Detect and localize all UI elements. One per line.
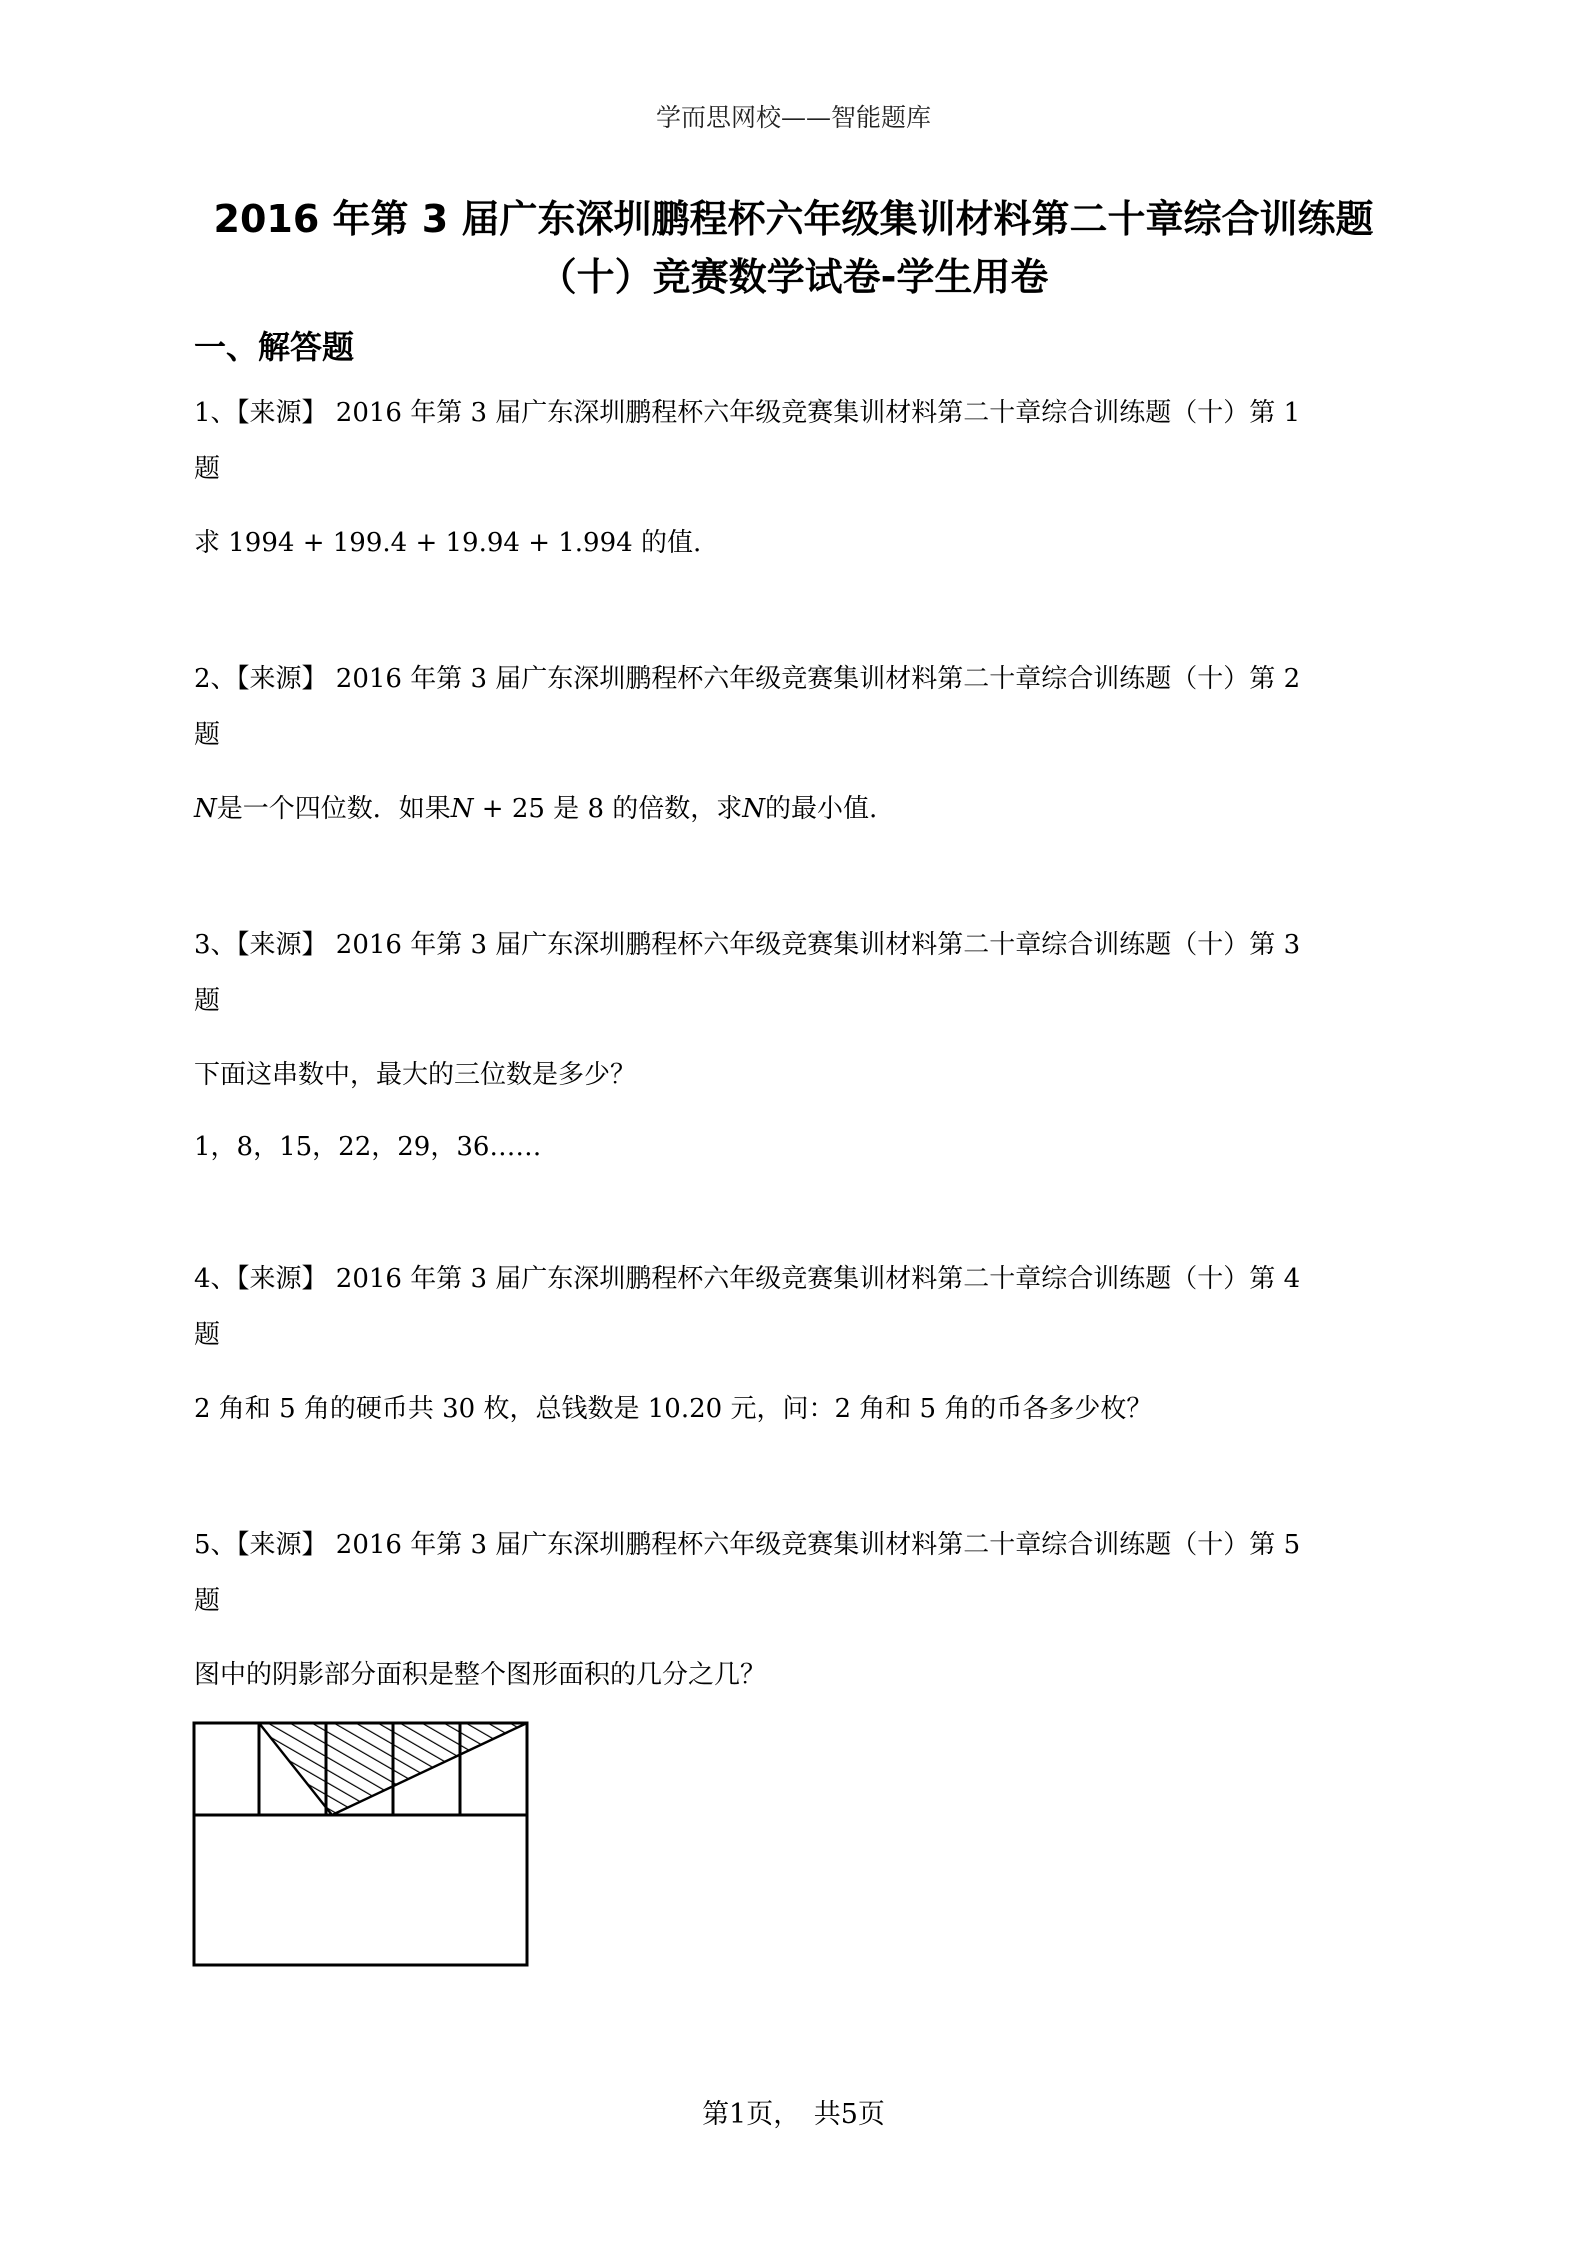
geometry-figure	[192, 1718, 538, 1974]
variable-n: N	[194, 794, 217, 824]
title-line-1: 2016 年第 3 届广东深圳鹏程杯六年级集训材料第二十章综合训练题	[213, 197, 1374, 241]
section-heading: 一、解答题	[194, 328, 355, 366]
variable-n: N	[450, 794, 474, 824]
question-3-source: 3、【来源】 2016 年第 3 届广东深圳鹏程杯六年级竞赛集训材料第二十章综合训练题（十）第 3 题	[194, 930, 1301, 1016]
question-3-sequence: 1，8，15，22，29，36……	[194, 1132, 542, 1162]
question-4-source: 4、【来源】 2016 年第 3 届广东深圳鹏程杯六年级竞赛集训材料第二十章综合训练题（十）第 4 题	[194, 1264, 1301, 1350]
title-line-2: （十）竞赛数学试卷-学生用卷	[538, 255, 1049, 299]
question-1-text: 求 1994 + 199.4 + 19.94 + 1.994 的值.	[194, 528, 702, 558]
question-2-text: N是一个四位数．如果N + 25 是 8 的倍数，求N的最小值.	[194, 794, 878, 824]
question-2-source: 2、【来源】 2016 年第 3 届广东深圳鹏程杯六年级竞赛集训材料第二十章综合训练题（十）第 2 题	[194, 664, 1301, 750]
page-header: 学而思网校——智能题库	[655, 103, 931, 132]
question-1-source: 1、【来源】 2016 年第 3 届广东深圳鹏程杯六年级竞赛集训材料第二十章综合训练题（十）第 1 题	[194, 398, 1301, 484]
page-title	[150, 190, 1437, 306]
page-footer: 第1页， 共5页	[702, 2099, 885, 2130]
variable-n: N	[742, 794, 766, 824]
question-5-text: 图中的阴影部分面积是整个图形面积的几分之几？	[194, 1660, 767, 1690]
question-5-source: 5、【来源】 2016 年第 3 届广东深圳鹏程杯六年级竞赛集训材料第二十章综合训练题（十）第 5 题	[194, 1530, 1301, 1616]
question-4-text: 2 角和 5 角的硬币共 30 枚，总钱数是 10.20 元，问：2 角和 5 角的币各多少枚？	[194, 1394, 1153, 1424]
question-3-text: 下面这串数中，最大的三位数是多少？	[194, 1060, 637, 1090]
